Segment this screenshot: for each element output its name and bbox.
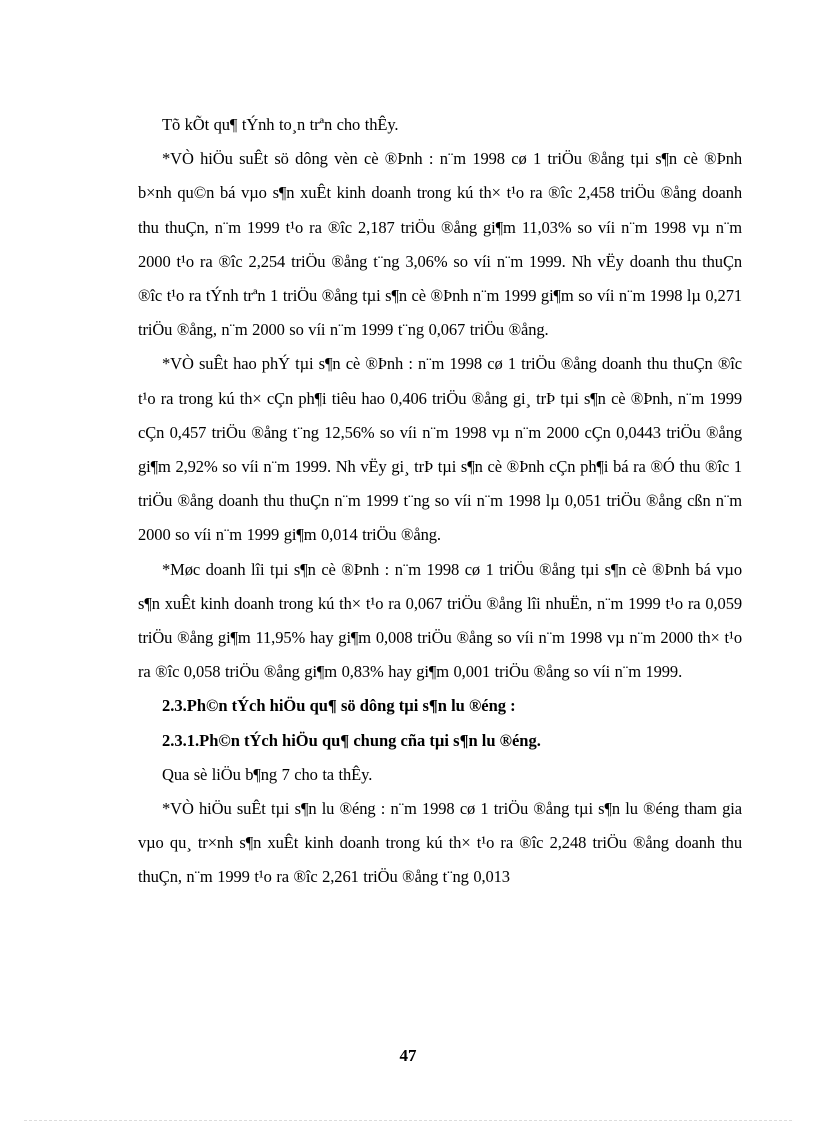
paragraph-fixed-asset-efficiency: *VÒ hiÖu suÊt sö dông vèn cè ®Þnh : n¨m 1998 cø 1 triÖu ®ång tµi s¶n cè ®Þnh b×nh qu©n bá vµo s¶n xuÊt kinh doanh trong kú th× t¹o ra ®îc 2,458 triÖu ®ång doanh thu thuÇn, n¨m 1999 t¹o ra ®îc 2,187 triÖu ®ång gi¶m 11,03% so víi n¨m 1998 vµ n¨m 2000 t¹o ra ®îc 2,254 triÖu ®ång t¨ng 3,06% so víi n¨m 1999. Nh vËy doanh thu thuÇn ®îc t¹o ra tÝnh trªn 1 triÖu ®ång tµi s¶n cè ®Þnh n¨m 1999 gi¶m so víi n¨m 1998 lµ 0,271 triÖu ®ång, n¨m 2000 so víi n¨m 1999 t¨ng 0,067 triÖu ®ång. bbox=[138, 149, 742, 340]
paragraph-current-asset-efficiency: *VÒ hiÖu suÊt tµi s¶n lu ®éng : n¨m 1998 cø 1 triÖu ®ång tµi s¶n lu ®éng tham gia vµo qu¸ tr×nh s¶n xuÊt kinh doanh trong kú th× t¹o ra ®îc 2,248 triÖu ®ång doanh thu thuÇn, n¨m 1999 t¹o ra ®îc 2,261 triÖu ®ång t¨ng 0,013 bbox=[138, 799, 742, 887]
section-heading-2-3: 2.3.Ph©n tÝch hiÖu qu¶ sö dông tµi s¶n lu ®éng : bbox=[162, 696, 516, 716]
document-body bbox=[138, 108, 742, 895]
paragraph-intro: Tõ kÕt qu¶ tÝnh to¸n trªn cho thÊy. bbox=[162, 115, 399, 134]
page-number: 47 bbox=[399, 1046, 417, 1065]
paragraph-table-reference: Qua sè liÖu b¶ng 7 cho ta thÊy. bbox=[162, 764, 373, 784]
page-bottom-divider bbox=[24, 1120, 792, 1121]
paragraph-fixed-asset-profitability: *Møc doanh lîi tµi s¶n cè ®Þnh : n¨m 1998 cø 1 triÖu ®ång tµi s¶n cè ®Þnh bá vµo s¶n xuÊt kinh doanh trong kú th× t¹o ra 0,067 triÖu ®ång lîi nhuËn, n¨m 1999 t¹o ra 0,059 triÖu ®ång gi¶m 11,95% hay gi¶m 0,008 triÖu ®ång so víi n¨m 1998 vµ n¨m 2000 th× t¹o ra ®îc 0,058 triÖu ®ång gi¶m 0,83% hay gi¶m 0,001 triÖu ®ång so víi n¨m 1999. bbox=[138, 559, 742, 682]
section-heading-2-3-1: 2.3.1.Ph©n tÝch hiÖu qu¶ chung cña tµi s¶n lu ®éng. bbox=[162, 730, 541, 750]
paragraph-fixed-asset-consumption: *VÒ suÊt hao phÝ tµi s¶n cè ®Þnh : n¨m 1998 cø 1 triÖu ®ång doanh thu thuÇn ®îc t¹o ra trong kú th× cÇn ph¶i tiêu hao 0,406 triÖu ®ång gi¸ trÞ tµi s¶n cè ®Þnh, n¨m 1999 cÇn 0,457 triÖu ®ång t¨ng 12,56% so víi n¨m 1998 vµ n¨m 2000 cÇn 0,0443 triÖu ®ång gi¶m 2,92% so víi n¨m 1999. Nh vËy gi¸ trÞ tµi s¶n cè ®Þnh cÇn ph¶i bá ra ®Ó thu ®îc 1 triÖu ®ång doanh thu thuÇn n¨m 1999 t¨ng so víi n¨m 1998 lµ 0,051 triÖu ®ång cßn n¨m 2000 so víi n¨m 1999 gi¶m 0,014 triÖu ®ång. bbox=[138, 354, 742, 545]
